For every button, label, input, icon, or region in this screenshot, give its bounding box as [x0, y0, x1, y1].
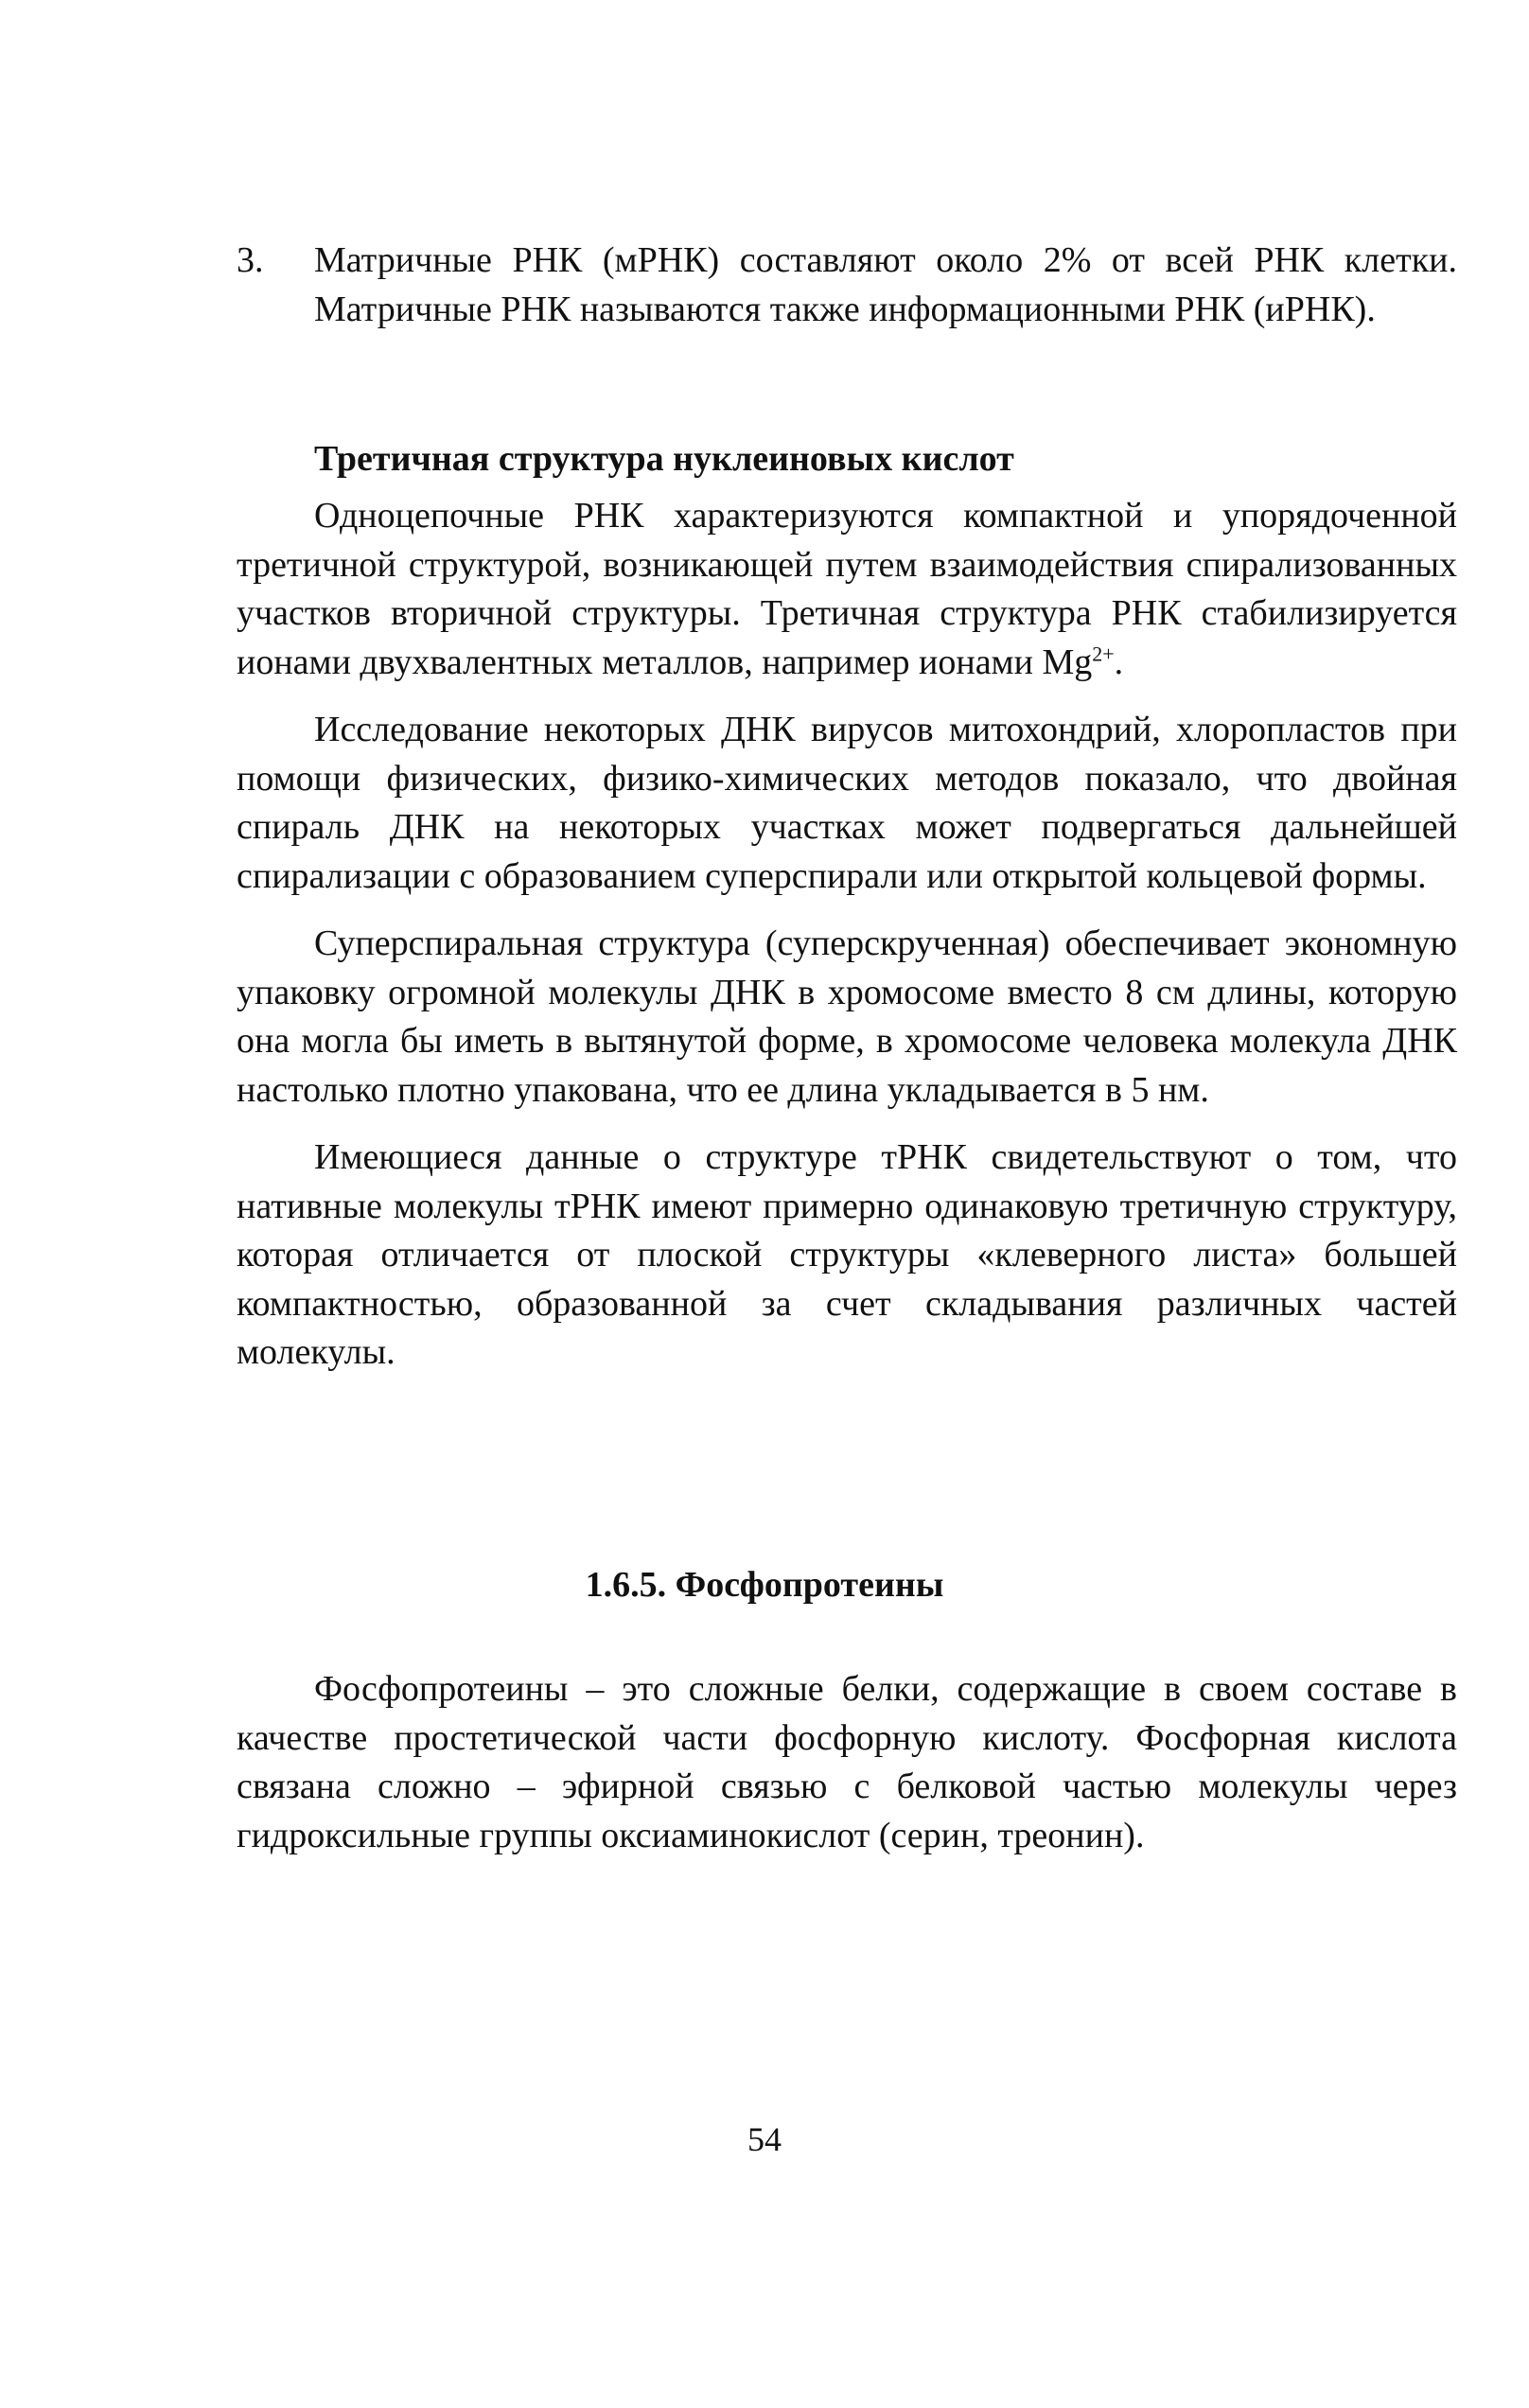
- paragraph-research: Исследование некоторых ДНК вирусов митохондрий, хлоропластов при помощи физических, физико-химических методов показало, что двойная спираль ДНК на некоторых участках может подвергаться дальнейшей спирализации с образованием суперспирали или открытой кольцевой формы.: [237, 710, 1457, 896]
- paragraph-tail: .: [1114, 642, 1124, 682]
- section-body: [237, 1665, 1457, 1860]
- list-item-text: Матричные РНК (мРНК) составляют около 2% от всей РНК клетки. Матричные РНК называются также информационными РНК (иРНК).: [314, 240, 1457, 329]
- subsection-body: [237, 492, 1457, 1378]
- list-marker: 3.: [237, 240, 264, 280]
- paragraph-supercoil: Суперспиральная структура (суперскрученная) обеспечивает экономную упаковку огромной молекулы ДНК в хромосоме вместо 8 см длины, которую она могла бы иметь в вытянутой форме, в хромосоме человека молекула ДНК настолько плотно упакована, что ее длина укладывается в 5 нм.: [237, 923, 1457, 1110]
- paragraph-phosphoproteins: Фосфопротеины – это сложные белки, содержащие в своем составе в качестве простетической части фосфорную кислоту. Фосфорная кислота связана сложно – эфирной связью с белковой частью молекулы через гидроксильные группы оксиаминокислот (серин, треонин).: [237, 1669, 1457, 1855]
- paragraph-text: Одноцепочные РНК характеризуются компактной и упорядоченной третичной структурой, возникающей путем взаимодействия спирализованных участков вторичной структуры. Третичная структура РНК стабилизируется ионами двухвалентных металлов, например ионами Mg: [237, 496, 1457, 682]
- superscript-charge: 2+: [1092, 641, 1115, 665]
- list-item-3: [237, 237, 1457, 334]
- page-number: 54: [747, 2120, 782, 2158]
- subsection-heading: Третичная структура нуклеиновых кислот: [314, 439, 1014, 479]
- section-heading: 1.6.5. Фосфопротеины: [585, 1565, 944, 1605]
- paragraph-trna: Имеющиеся данные о структуре тРНК свидетельствуют о том, что нативные молекулы тРНК имеют примерно одинаковую третичную структуру, которая отличается от плоской структуры «клеверного листа» большей компактностью, образованной за счет складывания различных частей молекулы.: [237, 1137, 1457, 1372]
- paragraph-tertiary-structure: [237, 492, 1457, 687]
